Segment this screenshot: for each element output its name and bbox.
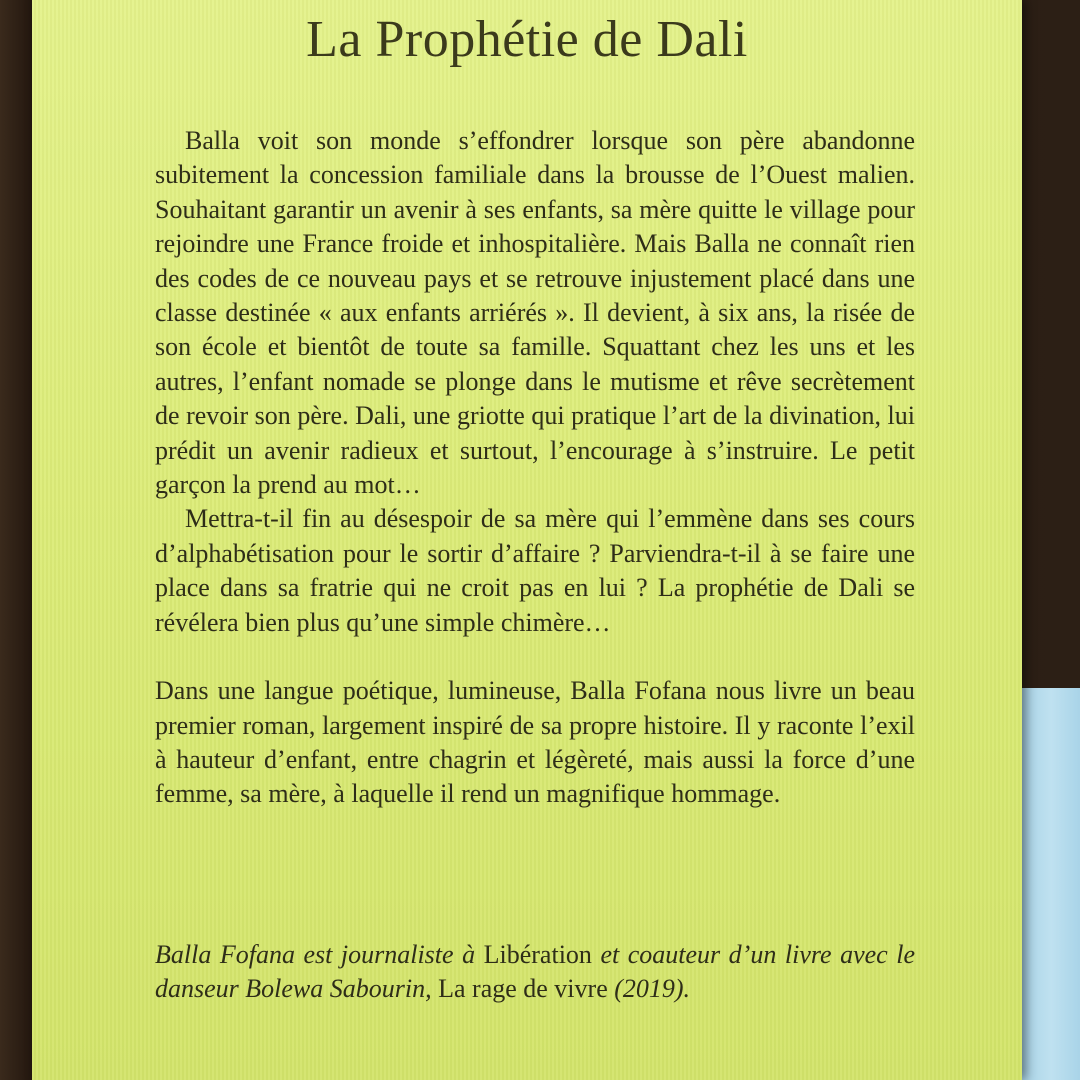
blurb	[155, 124, 915, 812]
author-bio-text-3: (2019).	[607, 974, 691, 1004]
book-title: La Prophétie de Dali	[306, 11, 748, 68]
blurb-paragraph-3: Dans une langue poétique, lumineuse, Balla Fofana nous livre un beau premier roman, largement inspiré de sa propre histoire. Il y raconte l’exil à hauteur d’enfant, entre chagrin et légèreté, mais aussi la force d’une femme, sa mère, à laquelle il rend un magnifique hommage.	[155, 676, 915, 809]
blurb-paragraph-2: Mettra-t-il fin au désespoir de sa mère qui l’emmène dans ses cours d’alphabétisation pour le sortir d’affaire ? Parviendra-t-il à se faire une place dans sa fratrie qui ne croit pas en lui ? La prophétie de Dali se révélera bien plus qu’une simple chimère…	[155, 504, 915, 637]
newspaper-name: Libération	[483, 940, 592, 969]
author-bio-text-2: et coauteur d’un livre avec le danseur Bolewa Sabourin,	[155, 940, 915, 1004]
author-bio	[155, 938, 915, 1007]
blurb-paragraph-1: Balla voit son monde s’effondrer lorsque son père abandonne subitement la concession familiale dans la brousse de l’Ouest malien. Souhaitant garantir un avenir à ses enfants, sa mère quitte le village pour rejoindre une France froide et inhospitalière. Mais Balla ne connaît rien des codes de ce nouveau pays et se retrouve injustement placé dans une classe destinée « aux enfants arriérés ». Il devient, à six ans, la risée de son école et bientôt de toute sa famille. Squattant chez les uns et les autres, l’enfant nomade se plonge dans le mutisme et rêve secrètement de revoir son père. Dali, une griotte qui pratique l’art de la divination, lui prédit un avenir radieux et surtout, l’encourage à s’instruire. Le petit garçon la prend au mot…	[155, 126, 915, 500]
book-back-cover	[32, 0, 1022, 1080]
author-bio-text-1: Balla Fofana est journaliste à	[155, 940, 484, 969]
other-book-title: La rage de vivre	[438, 974, 608, 1004]
